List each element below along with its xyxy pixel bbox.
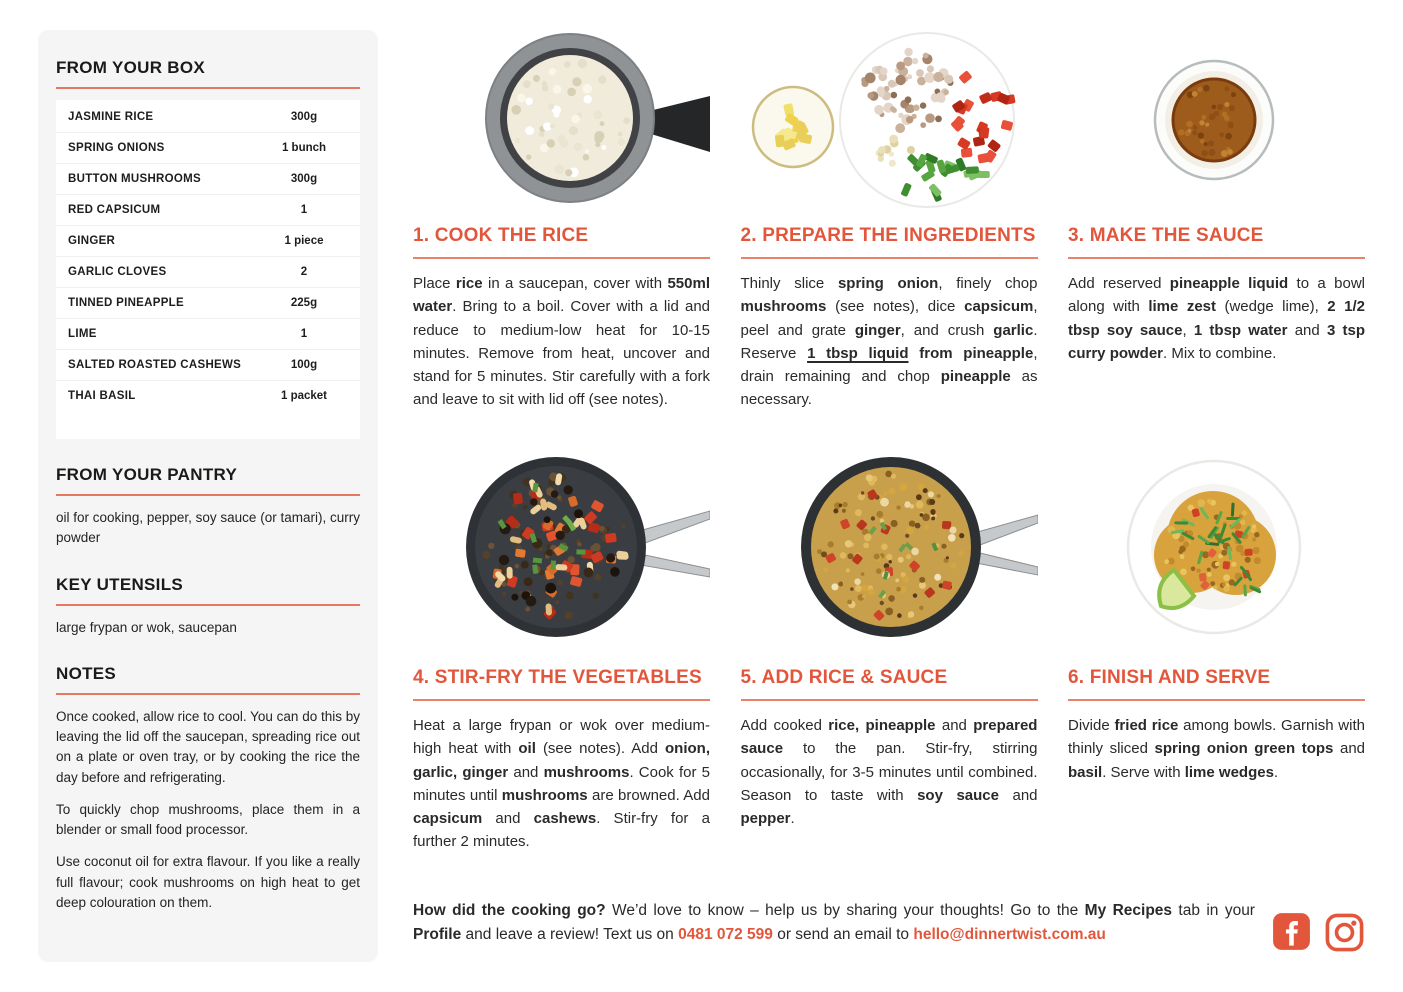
step-5-body: Add cooked rice, pineapple and prepared sauce to the pan. Stir-fry, stirring occasionally, for 3-5 minutes until combined. Season to taste with soy sauce and pepper. (740, 717, 1038, 827)
key-utensils-title: KEY UTENSILS (56, 575, 360, 606)
ingredient-name: THAI BASIL (68, 390, 136, 402)
ingredient-name: TINNED PINEAPPLE (68, 297, 184, 309)
ingredient-row (56, 102, 360, 133)
ingredient-qty: 1 packet (280, 390, 328, 402)
step-6-photo (1068, 455, 1365, 667)
step-6-title: 6. FINISH AND SERVE (1068, 667, 1365, 701)
notes-title: NOTES (56, 664, 360, 695)
contact-link[interactable]: 0481 072 599 (678, 926, 773, 944)
step-2-photo (741, 30, 1038, 225)
ingredient-name: SALTED ROASTED CASHEWS (68, 359, 242, 371)
step-4-photo (413, 455, 710, 667)
fried-rice-wok-illustration (741, 455, 1038, 640)
ingredient-name: RED CAPSICUM (68, 204, 161, 216)
from-your-pantry-title: FROM YOUR PANTRY (56, 465, 360, 496)
ingredient-name: GARLIC CLOVES (68, 266, 167, 278)
step-3-title: 3. MAKE THE SAUCE (1068, 225, 1365, 259)
step-2-title: 2. PREPARE THE INGREDIENTS (741, 225, 1038, 259)
step-1 (413, 225, 710, 455)
step-4-title: 4. STIR-FRY THE VEGETABLES (413, 667, 710, 701)
note-paragraph: To quickly chop mushrooms, place them in a blender or small food processor. (56, 801, 360, 837)
instagram-icon[interactable] (1324, 912, 1365, 953)
step-5-title: 5. ADD RICE & SAUCE (741, 667, 1038, 701)
social-icons (1272, 899, 1365, 953)
from-your-box-title: FROM YOUR BOX (56, 58, 360, 89)
ingredient-qty: 1 bunch (281, 142, 327, 154)
ingredient-row (56, 257, 360, 288)
ingredient-row (56, 195, 360, 226)
ingredient-name: JASMINE RICE (68, 111, 154, 123)
step-4 (413, 667, 710, 854)
note-paragraph: Once cooked, allow rice to cool. You can do this by leaving the lid off the saucepan, spreading rice out on a plate or oven tray, or by cooking the rice the day before and refrigerating. (56, 708, 360, 785)
ingredient-name: SPRING ONIONS (68, 142, 165, 154)
pantry-text: oil for cooking, pepper, soy sauce (or tamari), curry powder (56, 510, 360, 546)
ingredient-qty: 225g (290, 297, 318, 309)
footer (413, 899, 1365, 953)
ingredient-qty: 1 piece (284, 235, 324, 247)
ingredient-name: LIME (68, 328, 97, 340)
ingredient-row (56, 319, 360, 350)
step-2 (741, 225, 1038, 455)
sidebar (38, 30, 378, 962)
ingredient-name: BUTTON MUSHROOMS (68, 173, 202, 185)
plated-dish-illustration (1068, 455, 1365, 640)
step-3-body: Add reserved pineapple liquid to a bowl along with lime zest (wedge lime), 2 1/2 tbsp soy sauce, 1 tbsp water and 3 tsp curry powder. Mix to combine. (1068, 275, 1365, 362)
ingredient-qty: 300g (290, 173, 318, 185)
ingredient-row (56, 133, 360, 164)
step-4-body: Heat a large frypan or wok over medium-high heat with oil (see notes). Add onion, garlic, ginger and mushrooms. Cook for 5 minutes until mushrooms are browned. Add capsicum and cashews. Stir-fry for a further 2 minutes. (413, 717, 710, 851)
step-6-body: Divide fried rice among bowls. Garnish with thinly sliced spring onion green tops and basil. Serve with lime wedges. (1068, 717, 1366, 781)
step-1-photo (413, 30, 710, 225)
sauce-bowl-illustration (1068, 30, 1365, 210)
ingredient-qty: 1 (300, 204, 308, 216)
ingredient-qty: 100g (290, 359, 318, 371)
steps-grid (413, 30, 1365, 854)
note-paragraph: Use coconut oil for extra flavour. If you like a really full flavour; cook mushrooms on high heat to get deep colouration on them. (56, 854, 360, 910)
ingredient-row (56, 226, 360, 257)
step-5-photo (741, 455, 1038, 667)
prepared-ingredients-illustration (741, 30, 1038, 210)
step-5 (741, 667, 1038, 854)
footer-text: How did the cooking go? We’d love to know – help us by sharing your thoughts! Go to the My Recipes tab in your Profile and leave a review! Text us on 0481 072 599 or send an email to hello@dinnertwist.com.au (413, 902, 1255, 944)
step-2-body: Thinly slice spring onion, finely chop mushrooms (see notes), dice capsicum, peel and grate ginger, and crush garlic. Reserve 1 tbsp liquid from pineapple, drain remaining and chop pineapple as necessary. (740, 275, 1038, 409)
ingredient-qty: 1 (300, 328, 308, 340)
step-3-photo (1068, 30, 1365, 225)
ingredient-name: GINGER (68, 235, 116, 247)
step-1-title: 1. COOK THE RICE (413, 225, 710, 259)
step-6 (1068, 667, 1365, 854)
utensils-text: large frypan or wok, saucepan (56, 619, 237, 635)
ingredient-qty: 300g (290, 111, 318, 123)
contact-link[interactable]: hello@dinnertwist.com.au (913, 926, 1106, 944)
ingredient-row (56, 350, 360, 381)
ingredient-row (56, 288, 360, 319)
ingredient-qty: 2 (300, 266, 308, 278)
facebook-icon[interactable] (1272, 912, 1311, 951)
saucepan-rice-illustration (413, 30, 710, 210)
stirfry-wok-illustration (413, 455, 710, 640)
ingredient-row (56, 381, 360, 411)
from-your-box-table (56, 100, 360, 439)
step-1-body: Place rice in a saucepan, cover with 550ml water. Bring to a boil. Cover with a lid and reduce to medium-low heat for 10-15 minutes. Remove from heat, uncover and stand for 5 minutes. Stir carefully with a fork and leave to sit with lid off (see notes). (413, 275, 710, 409)
step-3 (1068, 225, 1365, 455)
ingredient-row (56, 164, 360, 195)
